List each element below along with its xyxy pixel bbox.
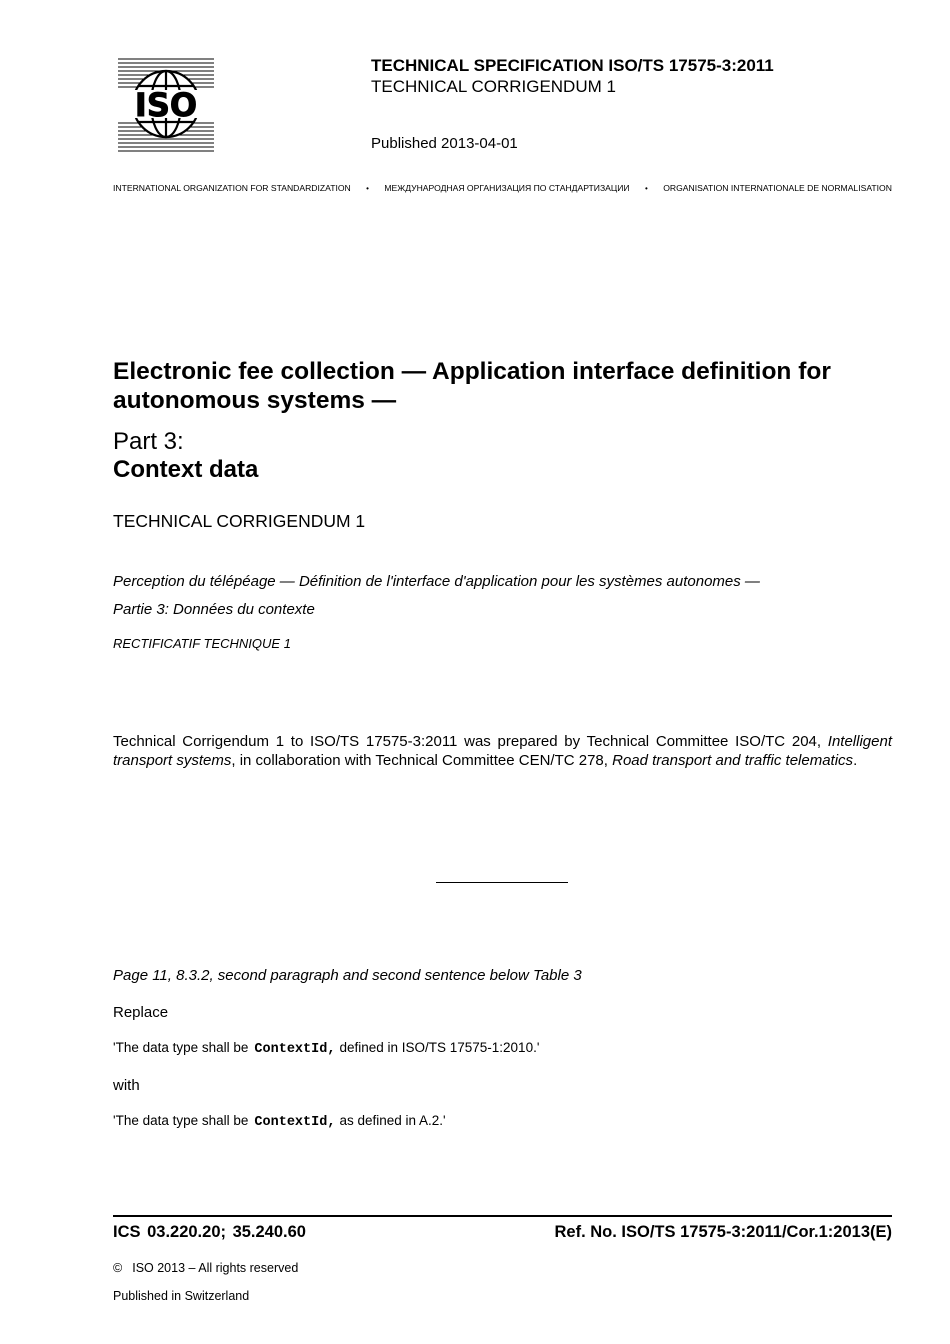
committee-name-iso: Intelligent transport systems xyxy=(113,733,892,769)
org-name-russian: МЕЖДУНАРОДНАЯ ОРГАНИЗАЦИЯ ПО СТАНДАРТИЗАЦИИ xyxy=(384,183,630,193)
intro-text: , in collaboration with Technical Committee CEN/TC 278, xyxy=(231,751,613,769)
organization-line xyxy=(113,183,892,193)
published-in: Published in Switzerland xyxy=(113,1289,250,1303)
committee-name-cen: Road transport and traffic telematics xyxy=(612,751,854,769)
change-location: Page 11, 8.3.2, second paragraph and second sentence below Table 3 xyxy=(113,967,582,984)
french-corrigendum: RECTIFICATIF TECHNIQUE 1 xyxy=(113,636,291,651)
separator-dot: • xyxy=(645,183,648,193)
old-text-prefix: 'The data type shall be xyxy=(113,1040,249,1055)
part-number: Part 3: xyxy=(113,428,184,455)
section-divider xyxy=(436,882,568,883)
document-title: Electronic fee collection — Application interface definition for autonomous systems — xyxy=(113,358,831,414)
intro-paragraph xyxy=(113,733,892,770)
footer-rule xyxy=(113,1215,892,1217)
corrigendum-heading: TECHNICAL CORRIGENDUM 1 xyxy=(113,511,366,531)
ics-codes: ICS 03.220.20; 35.240.60 xyxy=(113,1223,306,1241)
copyright-symbol: © xyxy=(113,1261,123,1275)
intro-text: . xyxy=(853,751,858,769)
spec-title: TECHNICAL SPECIFICATION ISO/TS 17575-3:2011 xyxy=(371,56,774,75)
new-text xyxy=(113,1113,446,1130)
copyright-text: ISO 2013 – All rights reserved xyxy=(132,1261,299,1275)
french-title: Perception du télépéage — Définition de l'interface d'application pour les systèmes autonomes — xyxy=(113,573,760,590)
new-text-suffix: as defined in A.2.' xyxy=(339,1113,446,1128)
with-label: with xyxy=(113,1077,140,1094)
french-part-title: Partie 3: Données du contexte xyxy=(113,601,315,618)
new-text-prefix: 'The data type shall be xyxy=(113,1113,249,1128)
separator-dot: • xyxy=(366,183,369,193)
reference-number: Ref. No. ISO/TS 17575-3:2011/Cor.1:2013(E) xyxy=(554,1223,892,1241)
corrigendum-label: TECHNICAL CORRIGENDUM 1 xyxy=(371,77,616,96)
replace-label: Replace xyxy=(113,1004,169,1021)
old-text xyxy=(113,1040,539,1057)
copyright xyxy=(113,1261,298,1275)
iso-logo xyxy=(116,56,216,152)
old-text-suffix: defined in ISO/TS 17575-1:2010.' xyxy=(339,1040,540,1055)
new-code: ContextId, xyxy=(254,1115,336,1130)
old-code: ContextId, xyxy=(254,1042,336,1057)
intro-text: Technical Corrigendum 1 to ISO/TS 17575-3:2011 was prepared by Technical Committee ISO/TC 204, xyxy=(113,733,828,750)
published-date: Published 2013-04-01 xyxy=(371,135,518,152)
org-name-french: ORGANISATION INTERNATIONALE DE NORMALISATION xyxy=(663,183,892,193)
part-name: Context data xyxy=(113,456,259,483)
svg-text:ISO: ISO xyxy=(134,86,198,124)
org-name-english: INTERNATIONAL ORGANIZATION FOR STANDARDIZATION xyxy=(113,183,351,193)
